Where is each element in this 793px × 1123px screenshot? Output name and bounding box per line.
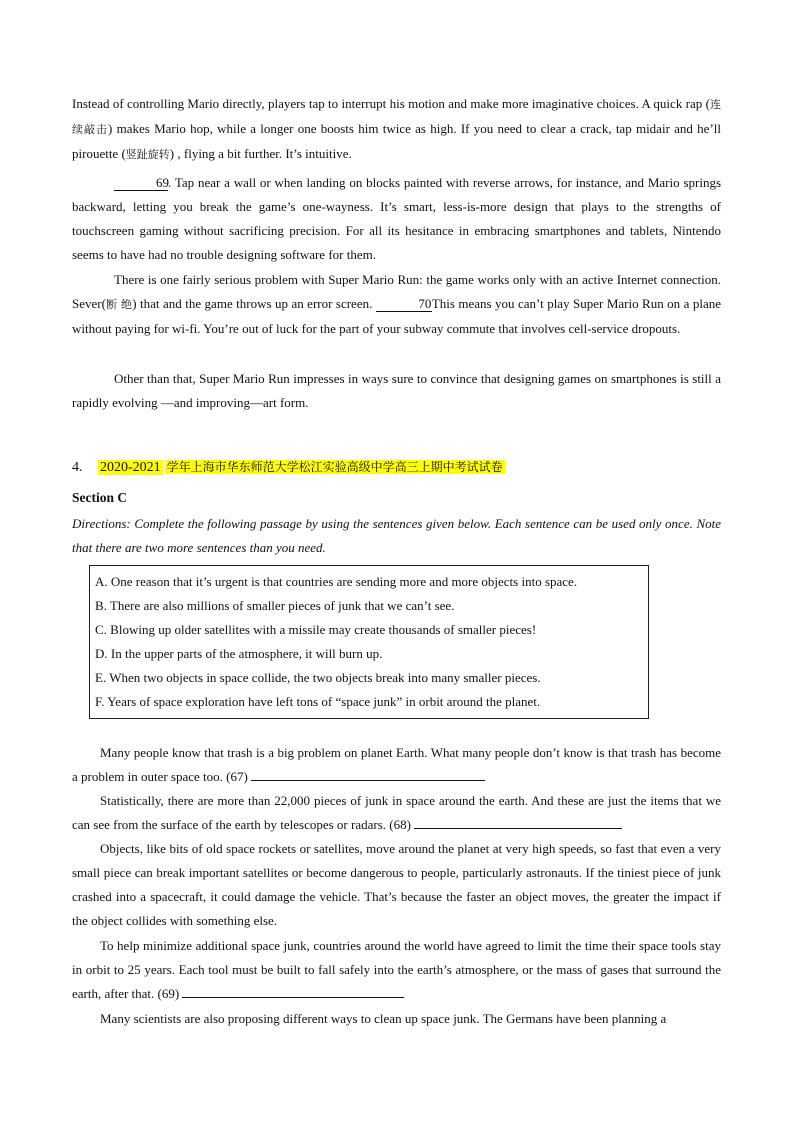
text: This means you can’t play Super Mario Run on a plane without paying for wi-fi. You’re out of luck for the part of your subway commute that involves cell-service dropouts. bbox=[72, 296, 721, 336]
answer-blank-67 bbox=[251, 780, 485, 781]
section-title: Section C bbox=[72, 490, 128, 505]
passage1-paragraph-3 bbox=[72, 268, 721, 341]
passage2-paragraph-3 bbox=[72, 837, 721, 933]
directions: Directions: Complete the following passage by using the sentences given below. Each sentence can be used only once. Note that there are two more sentences than you need. bbox=[72, 516, 721, 555]
text: ) that and the game throws up an error screen. bbox=[132, 296, 376, 311]
answer-blank-69-b bbox=[182, 997, 404, 998]
text: Instead of controlling Mario directly, players tap to interrupt his motion and make more imaginative choices. A quick rap ( bbox=[72, 96, 710, 111]
chinese-gloss: 连续敲击 bbox=[72, 98, 721, 136]
question-number: 4. bbox=[72, 460, 83, 475]
text: To help minimize additional space junk, countries around the world have agreed to limit the time their space tools stay in orbit to 25 years. Each tool must be built to fall safely into the earth’s atmosphere, or the mass of gases that surround the earth, after that. (69) bbox=[72, 938, 721, 1001]
text: ) , flying a bit further. It’s intuitive. bbox=[169, 146, 352, 161]
passage2-paragraph-2 bbox=[72, 789, 721, 837]
question-header bbox=[72, 455, 505, 480]
question-source: 学年上海市华东师范大学松江实验高级中学高三上期中考试试卷 bbox=[166, 460, 503, 474]
text: Statistically, there are more than 22,000 pieces of junk in space around the earth. And these are just the items that we can see from the surface of the earth by telescopes or radars. (68) bbox=[72, 793, 721, 832]
chinese-gloss: 断 绝 bbox=[105, 298, 133, 311]
option-b: B. There are also millions of smaller pieces of junk that we can’t see. bbox=[95, 598, 455, 613]
text: Many people know that trash is a big problem on planet Earth. What many people don’t know is that trash has become a problem in outer space too. (67) bbox=[72, 745, 721, 784]
answer-blank-68 bbox=[414, 828, 622, 829]
passage2-paragraph-1 bbox=[72, 741, 721, 789]
passage2-paragraph-5 bbox=[72, 1007, 721, 1031]
option-e: E. When two objects in space collide, the two objects break into many smaller pieces. bbox=[95, 670, 541, 685]
options-box bbox=[89, 565, 649, 719]
chinese-gloss: 竖趾旋转 bbox=[125, 148, 170, 161]
option-f: F. Years of space exploration have left tons of “space junk” in orbit around the planet. bbox=[95, 694, 541, 709]
passage2-paragraph-4 bbox=[72, 934, 721, 1006]
passage1-paragraph-2 bbox=[72, 171, 721, 267]
answer-blank-69: 69 bbox=[114, 176, 168, 191]
option-a: A. One reason that it’s urgent is that countries are sending more and more objects into space. bbox=[95, 574, 578, 589]
text: Many scientists are also proposing different ways to clean up space junk. The Germans have been planning a bbox=[100, 1011, 667, 1026]
passage1-paragraph-4 bbox=[72, 367, 721, 415]
text: Objects, like bits of old space rockets or satellites, move around the planet at very high speeds, so fast that even a very small piece can break important satellites or become dangerous to people, particularly astronauts. If the tiniest piece of junk crashed into a spacecraft, it could damage the vehicle. That’s because the faster an object moves, the greater the impact if the object collides with something else. bbox=[72, 841, 721, 928]
text: There is one fairly serious problem with Super Mario Run: the game works only with an active Internet connection. Sever( bbox=[72, 272, 721, 311]
answer-blank-70: 70 bbox=[376, 297, 432, 312]
option-d: D. In the upper parts of the atmosphere, it will burn up. bbox=[95, 646, 383, 661]
passage1-paragraph-1 bbox=[72, 92, 721, 167]
question-year: 2020-2021 bbox=[100, 460, 161, 475]
text: ) makes Mario hop, while a longer one boosts him twice as high. If you need to clear a crack, tap midair and he’ll pirouette ( bbox=[72, 121, 721, 161]
option-c: C. Blowing up older satellites with a missile may create thousands of smaller pieces! bbox=[95, 622, 537, 637]
text: Other than that, Super Mario Run impresses in ways sure to convince that designing games on smartphones is still a rapidly evolving —and improving—art form. bbox=[72, 371, 721, 410]
text: . Tap near a wall or when landing on blocks painted with reverse arrows, for instance, and Mario springs backward, letting you break the game’s one-wayness. It’s smart, less-is-more design that plays to the strengths of touchscreen gaming without sacrificing precision. For all its hesitance in embracing smartphones and tablets, Nintendo seems to have had no trouble designing software for them. bbox=[72, 175, 721, 262]
